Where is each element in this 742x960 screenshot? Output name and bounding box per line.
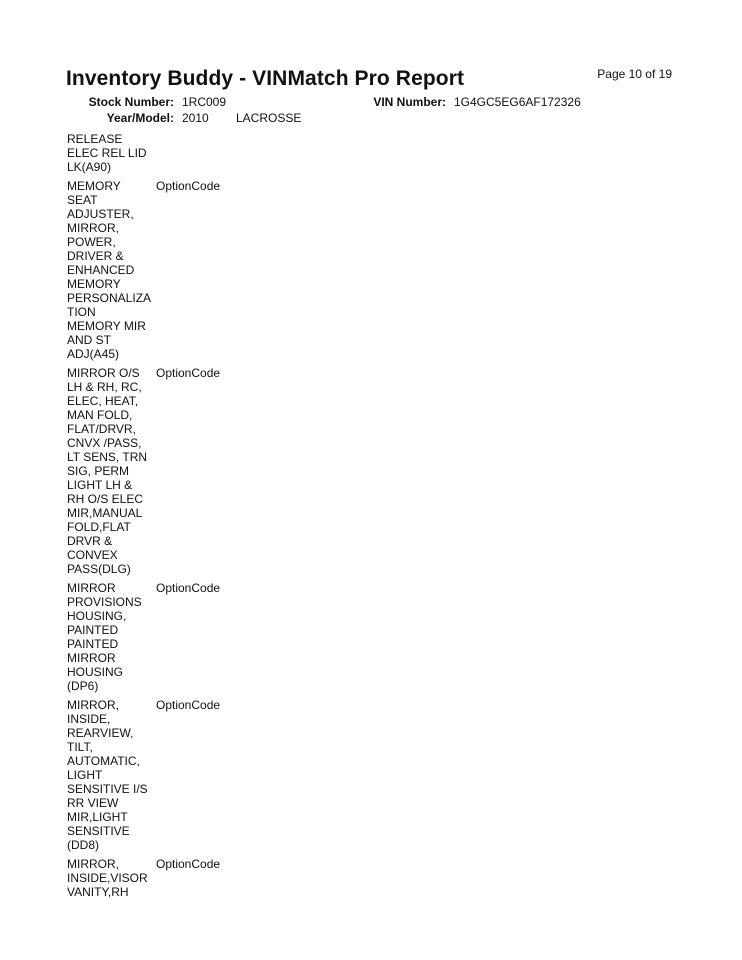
year-value: 2010 <box>182 111 209 125</box>
year-model-label: Year/Model: <box>106 111 174 125</box>
options-list <box>67 132 327 904</box>
option-description: MIRROR PROVISIONS HOUSING, PAINTED PAINTED MIRROR HOUSING (DP6) <box>67 581 142 693</box>
option-type: OptionCode <box>156 857 221 871</box>
stock-number-label: Stock Number: <box>88 95 174 109</box>
option-type: OptionCode <box>156 179 221 193</box>
option-row <box>67 179 327 361</box>
model-value: LACROSSE <box>236 111 302 125</box>
option-row <box>67 132 327 174</box>
option-description: RELEASE ELEC REL LID LK(A90) <box>67 132 147 174</box>
option-type: OptionCode <box>156 698 221 712</box>
option-description: MIRROR, INSIDE,VISOR VANITY,RH <box>67 857 148 899</box>
option-type: OptionCode <box>156 581 221 595</box>
option-description: MIRROR O/S LH & RH, RC, ELEC, HEAT, MAN FOLD, FLAT/DRVR, CNVX /PASS, LT SENS, TRN SIG, PERM LIGHT LH & RH O/S ELEC MIR,MANUAL FOLD,FLAT DRVR & CONVEX PASS(DLG) <box>67 366 148 576</box>
stock-number-value: 1RC009 <box>182 95 227 109</box>
option-description: MIRROR, INSIDE, REARVIEW, TILT, AUTOMATIC, LIGHT SENSITIVE I/S RR VIEW MIR,LIGHT SENSITIVE (DD8) <box>67 698 148 852</box>
vin-number-label: VIN Number: <box>373 95 446 109</box>
vin-number-value: 1G4GC5EG6AF172326 <box>454 95 581 109</box>
report-title: Inventory Buddy - VINMatch Pro Report <box>66 67 465 90</box>
option-row <box>67 698 327 852</box>
option-row <box>67 857 327 899</box>
option-description: MEMORY SEAT ADJUSTER, MIRROR, POWER, DRIVER & ENHANCED MEMORY PERSONALIZA TION MEMORY MIR AND ST ADJ(A45) <box>67 179 152 361</box>
option-row <box>67 366 327 576</box>
option-type: OptionCode <box>156 366 221 380</box>
option-row <box>67 581 327 693</box>
page-number: Page 10 of 19 <box>597 67 672 81</box>
